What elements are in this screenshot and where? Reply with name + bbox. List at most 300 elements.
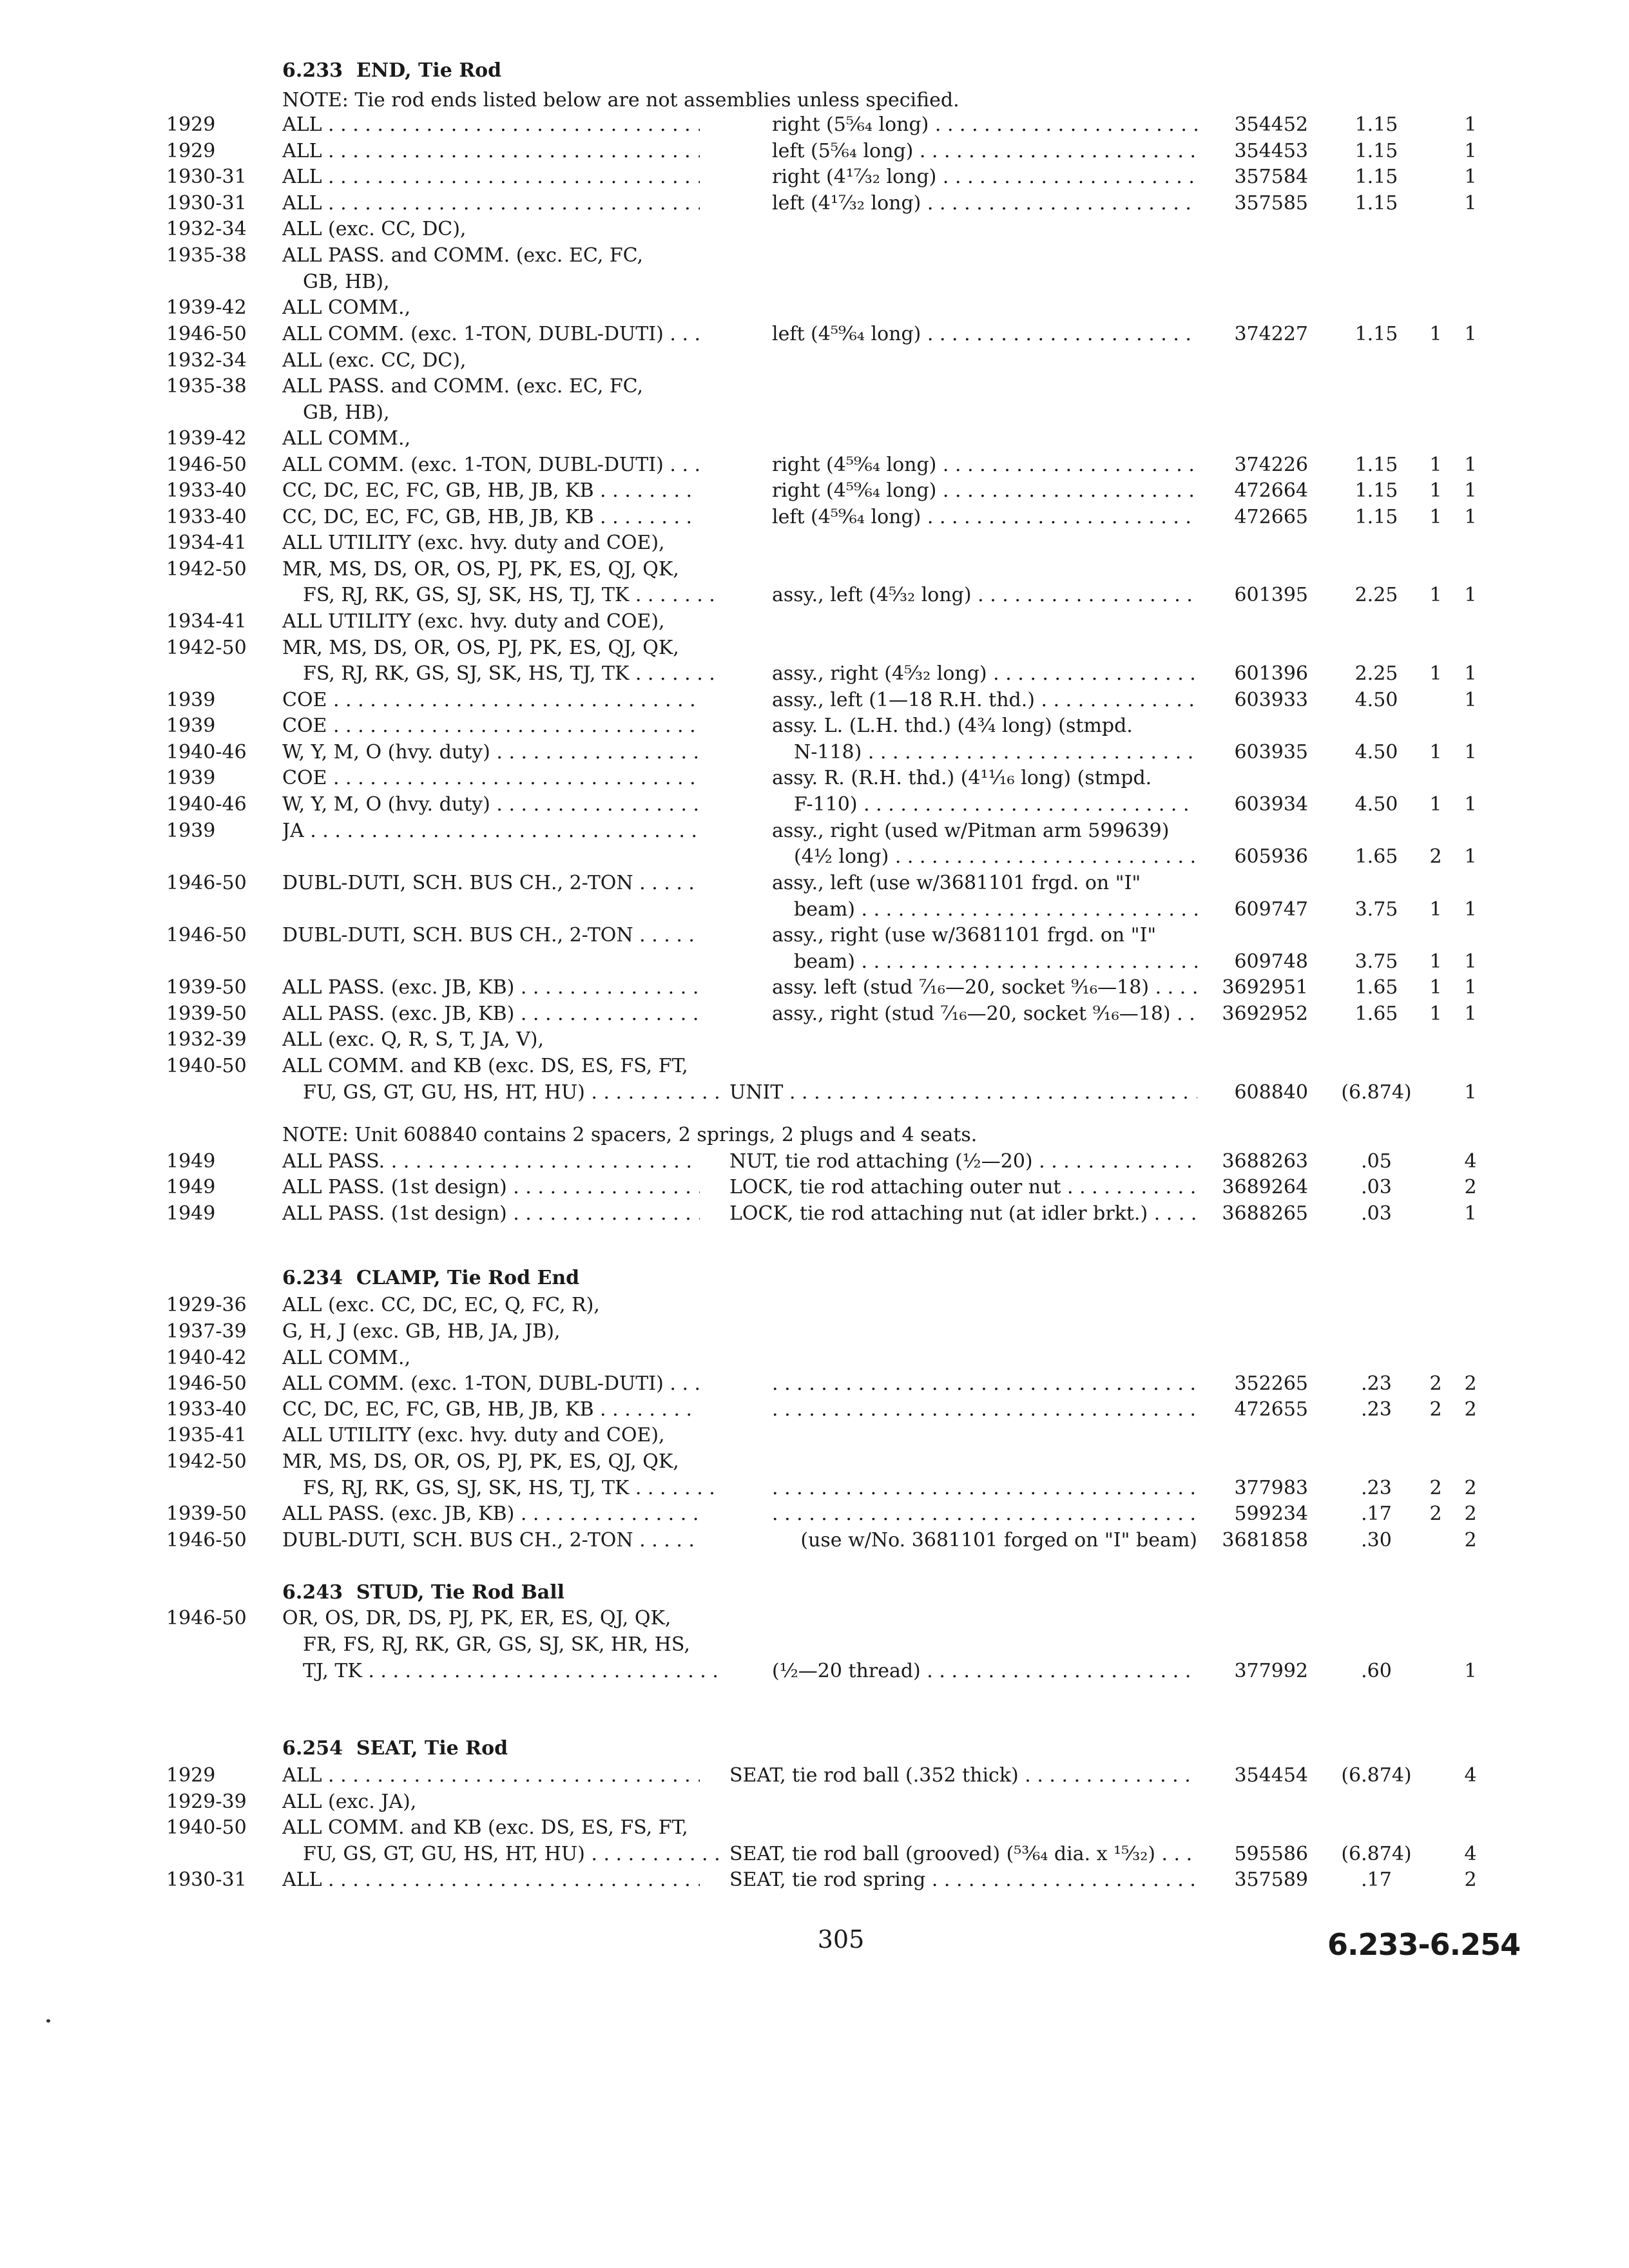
table-row	[0, 426, 1629, 454]
part-number: 354454	[1234, 1764, 1308, 1787]
price: 1.15	[1354, 192, 1398, 215]
year-range: 1942-50	[166, 637, 247, 659]
part-number: 603935	[1234, 741, 1308, 764]
table-row	[0, 1501, 1629, 1530]
year-range: 1935-41	[166, 1424, 247, 1446]
year-range: 1946-50	[166, 872, 247, 894]
year-range: 1940-50	[166, 1055, 247, 1077]
table-row	[0, 1371, 1629, 1399]
year-range: 1933-40	[166, 479, 247, 502]
price: .23	[1361, 1372, 1392, 1395]
table-row	[0, 295, 1629, 323]
description	[772, 1475, 1197, 1501]
part-number: 603933	[1234, 689, 1308, 711]
part-number: 3681858	[1222, 1529, 1308, 1552]
table-row	[0, 243, 1629, 271]
application: ALL COMM. and KB (exc. DS, ES, FS, FT,	[282, 1816, 688, 1839]
application: ALL COMM. (exc. 1-TON, DUBL-DUTI) . . .	[282, 1371, 700, 1397]
table-row	[0, 923, 1629, 951]
year-range: 1940-46	[166, 793, 247, 816]
part-number: 472665	[1234, 506, 1308, 528]
quantity-1: 1	[1429, 454, 1442, 476]
quantity-1: 1	[1429, 1003, 1442, 1025]
description: N-118) . . .	[794, 740, 1197, 765]
part-number: 3692952	[1222, 1003, 1308, 1025]
table-row	[0, 1080, 1629, 1108]
quantity-1: 1	[1429, 506, 1442, 528]
table-row	[0, 191, 1629, 219]
application: DUBL-DUTI, SCH. BUS CH., 2-TON . . .	[282, 1528, 700, 1553]
price: .03	[1361, 1202, 1392, 1225]
description: beam) . . .	[794, 897, 1197, 923]
part-number: 609747	[1234, 898, 1308, 921]
application: DUBL-DUTI, SCH. BUS CH., 2-TON . . .	[282, 923, 700, 948]
section-number: 6.254	[282, 1737, 343, 1760]
table-row	[0, 609, 1629, 637]
table-row	[0, 374, 1629, 402]
price: 4.50	[1354, 741, 1398, 764]
quantity-2: 1	[1464, 166, 1477, 188]
part-number: 354453	[1234, 140, 1308, 162]
description	[772, 1501, 1197, 1527]
description: SEAT, tie rod spring . . .	[729, 1867, 1197, 1893]
year-range: 1929	[166, 113, 216, 136]
table-row	[0, 661, 1629, 689]
section-number: 6.233	[282, 59, 343, 82]
table-row	[0, 1345, 1629, 1374]
description: assy., left (4⁵⁄₃₂ long) . . .	[772, 582, 1197, 608]
year-range: 1932-34	[166, 349, 247, 372]
section-title: END, Tie Rod	[356, 59, 502, 82]
application: ALL . . .	[282, 112, 700, 138]
part-number: 608840	[1234, 1081, 1308, 1104]
price: 2.25	[1354, 662, 1398, 685]
application: FS, RJ, RK, GS, SJ, SK, HS, TJ, TK . . .	[303, 1475, 720, 1501]
description: SEAT, tie rod ball (.352 thick) . . .	[729, 1763, 1197, 1789]
application: W, Y, M, O (hvy. duty) . . .	[282, 740, 700, 765]
application: ALL . . .	[282, 1763, 700, 1789]
table-row	[0, 1763, 1629, 1791]
table-row	[0, 322, 1629, 350]
year-range: 1940-42	[166, 1347, 247, 1369]
application: CC, DC, EC, FC, GB, HB, JB, KB . . .	[282, 478, 700, 504]
year-range: 1929-36	[166, 1294, 247, 1316]
table-row	[0, 740, 1629, 768]
part-number: 357584	[1234, 166, 1308, 188]
year-range: 1934-41	[166, 532, 247, 554]
quantity-2: 4	[1464, 1150, 1477, 1173]
application: GB, HB),	[303, 401, 390, 424]
quantity-2: 2	[1464, 1869, 1477, 1891]
application: COE . . .	[282, 713, 700, 739]
application: ALL PASS. (1st design) . . .	[282, 1175, 700, 1200]
part-number: 472664	[1234, 479, 1308, 502]
quantity-1: 1	[1429, 741, 1442, 764]
price: 4.50	[1354, 689, 1398, 711]
application: ALL (exc. Q, R, S, T, JA, V),	[282, 1028, 545, 1051]
year-range: 1946-50	[166, 1372, 247, 1395]
table-row	[0, 975, 1629, 1003]
page-number: 305	[817, 1925, 865, 1954]
table-row	[0, 1475, 1629, 1504]
description: LOCK, tie rod attaching nut (at idler brkt.) . . .	[729, 1201, 1197, 1227]
table-row	[0, 1867, 1629, 1896]
year-range: 1940-50	[166, 1816, 247, 1839]
application: ALL COMM. and KB (exc. DS, ES, FS, FT,	[282, 1055, 688, 1077]
part-number: 601395	[1234, 584, 1308, 606]
year-range: 1935-38	[166, 375, 247, 398]
application: MR, MS, DS, OR, OS, PJ, PK, ES, QJ, QK,	[282, 558, 679, 581]
year-range: 1939-50	[166, 1503, 247, 1525]
table-row	[0, 1449, 1629, 1477]
year-range: 1942-50	[166, 1450, 247, 1473]
table-row	[0, 505, 1629, 533]
price: 3.75	[1354, 950, 1398, 973]
description: (use w/No. 3681101 forged on "I" beam)	[800, 1529, 1197, 1552]
year-range: 1939	[166, 689, 216, 711]
quantity-2: 2	[1464, 1477, 1477, 1499]
quantity-2: 1	[1464, 479, 1477, 502]
part-number: 601396	[1234, 662, 1308, 685]
print-speck	[46, 2019, 50, 2023]
table-row	[0, 269, 1629, 298]
application: ALL (exc. CC, DC),	[282, 349, 467, 372]
application: ALL (exc. JA),	[282, 1791, 417, 1813]
price: .05	[1361, 1150, 1392, 1173]
price: .60	[1361, 1660, 1392, 1682]
year-range: 1937-39	[166, 1320, 247, 1343]
application: COE . . .	[282, 687, 700, 713]
quantity-2: 1	[1464, 140, 1477, 162]
table-row	[0, 1423, 1629, 1451]
description: right (4⁵⁹⁄₆₄ long) . . .	[772, 478, 1197, 504]
part-number: 357585	[1234, 192, 1308, 215]
quantity-2: 1	[1464, 898, 1477, 921]
table-row	[0, 1001, 1629, 1030]
table-row	[0, 1606, 1629, 1634]
price: .30	[1361, 1529, 1392, 1552]
application: FU, GS, GT, GU, HS, HT, HU) . . .	[303, 1080, 720, 1106]
quantity-2: 1	[1464, 741, 1477, 764]
part-number: 3689264	[1222, 1176, 1308, 1198]
table-row	[0, 765, 1629, 794]
year-range: 1939-42	[166, 296, 247, 319]
table-row	[0, 1319, 1629, 1347]
year-range: 1932-39	[166, 1028, 247, 1051]
application: ALL . . .	[282, 139, 700, 164]
year-range: 1949	[166, 1176, 216, 1198]
quantity-1: 2	[1429, 1372, 1442, 1395]
description: assy., left (use w/3681101 frgd. on "I"	[772, 872, 1141, 894]
part-number: 357589	[1234, 1869, 1308, 1891]
table-row	[0, 112, 1629, 140]
description: assy. R. (R.H. thd.) (4¹¹⁄₁₆ long) (stmpd.	[772, 767, 1152, 789]
application: OR, OS, DR, DS, PJ, PK, ER, ES, QJ, QK,	[282, 1607, 671, 1629]
quantity-2: 1	[1464, 845, 1477, 868]
description	[772, 1397, 1197, 1423]
table-row	[0, 870, 1629, 899]
application: ALL PASS. (1st design) . . .	[282, 1201, 700, 1227]
quantity-2: 2	[1464, 1529, 1477, 1552]
price: 1.15	[1354, 323, 1398, 345]
year-range: 1940-46	[166, 741, 247, 764]
price: 1.15	[1354, 506, 1398, 528]
quantity-2: 1	[1464, 662, 1477, 685]
application: ALL . . .	[282, 1867, 700, 1893]
description: right (4⁵⁹⁄₆₄ long) . . .	[772, 452, 1197, 478]
description: SEAT, tie rod ball (grooved) (⁵³⁄₆₄ dia. x ¹⁵⁄₃₂) . . .	[729, 1841, 1197, 1867]
part-number: 374227	[1234, 323, 1308, 345]
part-number: 595586	[1234, 1843, 1308, 1865]
price: 1.65	[1354, 1003, 1398, 1025]
year-range: 1946-50	[166, 323, 247, 345]
application: CC, DC, EC, FC, GB, HB, JB, KB . . .	[282, 1397, 700, 1423]
table-row	[0, 792, 1629, 820]
table-row	[0, 1658, 1629, 1687]
quantity-2: 1	[1464, 793, 1477, 816]
part-number: 377983	[1234, 1477, 1308, 1499]
part-number: 3688263	[1222, 1150, 1308, 1173]
part-number: 603934	[1234, 793, 1308, 816]
application: FS, RJ, RK, GS, SJ, SK, HS, TJ, TK . . .	[303, 582, 720, 608]
application: ALL COMM.,	[282, 296, 411, 319]
year-range: 1929-39	[166, 1791, 247, 1813]
quantity-2: 1	[1464, 192, 1477, 215]
description: left (4¹⁷⁄₃₂ long) . . .	[772, 191, 1197, 216]
section-heading	[282, 1736, 508, 1764]
quantity-1: 1	[1429, 479, 1442, 502]
description: assy., right (used w/Pitman arm 599639)	[772, 820, 1170, 842]
description: assy., left (1—18 R.H. thd.) . . .	[772, 687, 1197, 713]
application: ALL COMM. (exc. 1-TON, DUBL-DUTI) . . .	[282, 452, 700, 478]
section-heading	[282, 1265, 579, 1294]
table-row	[0, 1789, 1629, 1818]
section-number: 6.234	[282, 1267, 343, 1289]
description: right (5⁵⁄₆₄ long) . . .	[772, 112, 1197, 138]
description: UNIT . . .	[729, 1080, 1197, 1106]
description: left (4⁵⁹⁄₆₄ long) . . .	[772, 505, 1197, 530]
year-range: 1949	[166, 1202, 216, 1225]
section-heading	[282, 58, 501, 86]
table-row	[0, 216, 1629, 245]
year-range: 1933-40	[166, 1398, 247, 1421]
application: W, Y, M, O (hvy. duty) . . .	[282, 792, 700, 818]
note-text: NOTE: Tie rod ends listed below are not assemblies unless specified.	[282, 89, 959, 111]
year-range: 1939-50	[166, 1003, 247, 1025]
application: MR, MS, DS, OR, OS, PJ, PK, ES, QJ, QK,	[282, 1450, 679, 1473]
quantity-1: 1	[1429, 584, 1442, 606]
application: ALL COMM.,	[282, 427, 411, 450]
quantity-1: 1	[1429, 898, 1442, 921]
price: 2.25	[1354, 584, 1398, 606]
year-range: 1946-50	[166, 454, 247, 476]
table-row	[0, 635, 1629, 664]
year-range: 1934-41	[166, 610, 247, 633]
quantity-2: 2	[1464, 1503, 1477, 1525]
table-row	[0, 1149, 1629, 1177]
part-number: 599234	[1234, 1503, 1308, 1525]
description	[772, 1371, 1197, 1397]
description: assy. left (stud ⁷⁄₁₆—20, socket ⁹⁄₁₆—18) . . .	[772, 975, 1197, 1001]
quantity-2: 2	[1464, 1372, 1477, 1395]
quantity-2: 1	[1464, 976, 1477, 999]
note-text: NOTE: Unit 608840 contains 2 spacers, 2 springs, 2 plugs and 4 seats.	[282, 1124, 978, 1146]
description: assy., right (use w/3681101 frgd. on "I"	[772, 924, 1157, 947]
application: ALL COMM.,	[282, 1347, 411, 1369]
price: 1.15	[1354, 140, 1398, 162]
application: ALL (exc. CC, DC, EC, Q, FC, R),	[282, 1294, 600, 1316]
part-number: 472655	[1234, 1398, 1308, 1421]
price: (6.874)	[1341, 1764, 1412, 1787]
year-range: 1939	[166, 767, 216, 789]
table-row	[0, 452, 1629, 481]
application: ALL COMM. (exc. 1-TON, DUBL-DUTI) . . .	[282, 322, 700, 347]
section-title: SEAT, Tie Rod	[356, 1737, 508, 1760]
application: ALL PASS. and COMM. (exc. EC, FC,	[282, 244, 644, 267]
table-row	[0, 1027, 1629, 1055]
application: ALL PASS. . . .	[282, 1149, 700, 1175]
year-range: 1930-31	[166, 192, 247, 215]
quantity-2: 4	[1464, 1764, 1477, 1787]
table-row	[0, 1632, 1629, 1660]
part-number: 377992	[1234, 1660, 1308, 1682]
application: DUBL-DUTI, SCH. BUS CH., 2-TON . . .	[282, 870, 700, 896]
part-number: 354452	[1234, 113, 1308, 136]
description: right (4¹⁷⁄₃₂ long) . . .	[772, 164, 1197, 190]
table-row	[0, 897, 1629, 925]
quantity-2: 1	[1464, 454, 1477, 476]
section-number: 6.243	[282, 1581, 343, 1604]
quantity-2: 2	[1464, 1176, 1477, 1198]
price: 1.65	[1354, 976, 1398, 999]
application: FS, RJ, RK, GS, SJ, SK, HS, TJ, TK . . .	[303, 661, 720, 687]
table-row	[0, 164, 1629, 193]
table-row	[0, 818, 1629, 847]
section-range: 6.233-6.254	[1327, 1927, 1521, 1962]
application: G, H, J (exc. GB, HB, JA, JB),	[282, 1320, 561, 1343]
year-range: 1939-50	[166, 976, 247, 999]
year-range: 1929	[166, 1764, 216, 1787]
application: GB, HB),	[303, 271, 390, 293]
year-range: 1946-50	[166, 1529, 247, 1552]
application: ALL . . .	[282, 164, 700, 190]
price: 1.15	[1354, 113, 1398, 136]
quantity-1: 1	[1429, 976, 1442, 999]
application: ALL UTILITY (exc. hvy. duty and COE),	[282, 532, 665, 554]
table-row	[0, 530, 1629, 559]
quantity-2: 1	[1464, 113, 1477, 136]
price: 1.15	[1354, 166, 1398, 188]
description: LOCK, tie rod attaching outer nut . . .	[729, 1175, 1197, 1200]
price: .17	[1361, 1503, 1392, 1525]
application: ALL UTILITY (exc. hvy. duty and COE),	[282, 610, 665, 633]
table-row	[0, 478, 1629, 506]
application: ALL PASS. (exc. JB, KB) . . .	[282, 975, 700, 1001]
quantity-1: 1	[1429, 793, 1442, 816]
section-heading	[282, 1580, 564, 1608]
part-number: 3688265	[1222, 1202, 1308, 1225]
price: (6.874)	[1341, 1843, 1412, 1865]
price: .17	[1361, 1869, 1392, 1891]
section-title: CLAMP, Tie Rod End	[356, 1267, 580, 1289]
table-row	[0, 1841, 1629, 1870]
year-range: 1946-50	[166, 924, 247, 947]
price: 3.75	[1354, 898, 1398, 921]
year-range: 1946-50	[166, 1607, 247, 1629]
price: 1.15	[1354, 479, 1398, 502]
price: 1.15	[1354, 454, 1398, 476]
application: JA . . .	[282, 818, 700, 844]
application: ALL UTILITY (exc. hvy. duty and COE),	[282, 1424, 665, 1446]
section-title: STUD, Tie Rod Ball	[356, 1581, 565, 1604]
quantity-2: 1	[1464, 950, 1477, 973]
quantity-2: 1	[1464, 506, 1477, 528]
table-row	[0, 1528, 1629, 1556]
price: 4.50	[1354, 793, 1398, 816]
quantity-2: 1	[1464, 1081, 1477, 1104]
description: beam) . . .	[794, 949, 1197, 975]
table-row	[0, 400, 1629, 428]
table-row	[0, 582, 1629, 611]
description: left (4⁵⁹⁄₆₄ long) . . .	[772, 322, 1197, 347]
quantity-1: 1	[1429, 950, 1442, 973]
application: CC, DC, EC, FC, GB, HB, JB, KB . . .	[282, 505, 700, 530]
application: ALL PASS. (exc. JB, KB) . . .	[282, 1501, 700, 1527]
year-range: 1939	[166, 715, 216, 737]
table-row	[0, 713, 1629, 742]
quantity-1: 2	[1429, 845, 1442, 868]
quantity-2: 1	[1464, 1660, 1477, 1682]
table-row	[0, 1053, 1629, 1082]
quantity-2: 1	[1464, 689, 1477, 711]
application: FR, FS, RJ, RK, GR, GS, SJ, SK, HR, HS,	[303, 1633, 690, 1656]
table-row	[0, 1293, 1629, 1321]
quantity-1: 2	[1429, 1398, 1442, 1421]
table-row	[0, 844, 1629, 872]
year-range: 1939-42	[166, 427, 247, 450]
application: ALL PASS. and COMM. (exc. EC, FC,	[282, 375, 644, 398]
price: .23	[1361, 1398, 1392, 1421]
quantity-2: 1	[1464, 323, 1477, 345]
quantity-1: 2	[1429, 1477, 1442, 1499]
price: 1.65	[1354, 845, 1398, 868]
application: ALL PASS. (exc. JB, KB) . . .	[282, 1001, 700, 1027]
quantity-2: 4	[1464, 1843, 1477, 1865]
quantity-1: 1	[1429, 662, 1442, 685]
part-number: 605936	[1234, 845, 1308, 868]
description: assy., right (4⁵⁄₃₂ long) . . .	[772, 661, 1197, 687]
table-row	[0, 949, 1629, 977]
table-row	[0, 687, 1629, 716]
year-range: 1949	[166, 1150, 216, 1173]
table-row	[0, 557, 1629, 585]
application: COE . . .	[282, 765, 700, 791]
quantity-2: 1	[1464, 1202, 1477, 1225]
quantity-1: 1	[1429, 323, 1442, 345]
table-row	[0, 1201, 1629, 1229]
price: .23	[1361, 1477, 1392, 1499]
year-range: 1932-34	[166, 218, 247, 240]
application: MR, MS, DS, OR, OS, PJ, PK, ES, QJ, QK,	[282, 637, 679, 659]
part-number: 609748	[1234, 950, 1308, 973]
quantity-2: 2	[1464, 1398, 1477, 1421]
application: ALL (exc. CC, DC),	[282, 218, 467, 240]
year-range: 1930-31	[166, 1869, 247, 1891]
application: TJ, TK . . .	[303, 1658, 720, 1684]
table-row	[0, 1175, 1629, 1203]
application: ALL . . .	[282, 191, 700, 216]
application: FU, GS, GT, GU, HS, HT, HU) . . .	[303, 1841, 720, 1867]
